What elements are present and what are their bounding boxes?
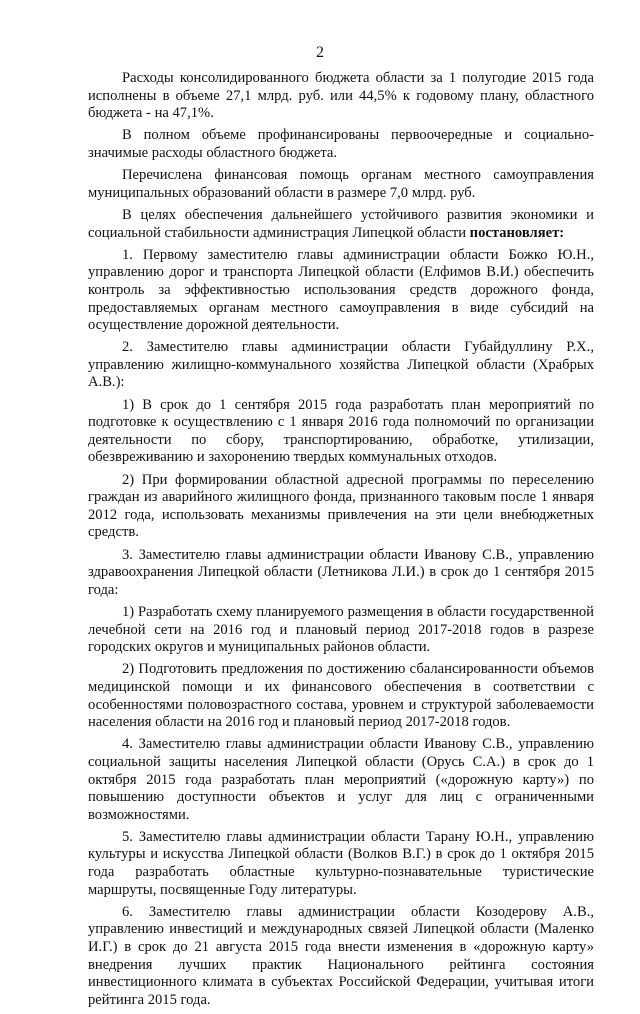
clause-2-item-1-waste: 1) В срок до 1 сентября 2015 года разработать план мероприятий по подготовке к осуществлению с 1 января 2016 года полномочий по организации деятельности по сбору, транспортированию, обработке, утилизации, обезвреживанию и захоронению твердых коммунальных отходов. [88, 396, 594, 466]
document-body [88, 70, 594, 1014]
clause-3-healthcare: 3. Заместителю главы администрации области Иванову С.В., управлению здравоохранения Липецкой области (Летникова Л.И.) в срок до 1 сентября 2015 года: [88, 546, 594, 598]
page-number: 2 [316, 44, 324, 61]
clause-6-investment: 6. Заместителю главы администрации области Козодерову А.В., управлению инвестиций и международных связей Липецкой области (Маленко И.Г.) в срок до 21 августа 2015 года внести изменения в «дорожную карту» внедрения лучших практик Национального рейтинга состояния инвестиционного климата в субъектах Российской Федерации, учитывая итоги рейтинга 2015 года. [88, 903, 594, 1008]
clause-4-social-protection: 4. Заместителю главы администрации области Иванову С.В., управлению социальной защиты населения Липецкой области (Орусь С.А.) в срок до 1 октября 2015 года разработать план мероприятий («дорожную карту») по повышению доступности объектов и услуг для лиц с ограниченными возможностями. [88, 736, 594, 823]
clause-3-item-1-hospital-network: 1) Разработать схему планируемого размещения в области государственной лечебной сети на 2016 год и плановый период 2017-2018 годов в разрезе городских округов и муниципальных районов области. [88, 603, 594, 656]
clause-3-item-2-medical-balance: 2) Подготовить предложения по достижению сбалансированности объемов медицинской помощи и их финансового обеспечения в соответствии с особенностями половозрастного состава, уровнем и структурой заболеваемости населения области на 2016 год и плановый период 2017-2018 годов. [88, 661, 594, 731]
paragraph-priority-expenses: В полном объеме профинансированы первоочередные и социально-значимые расходы областного бюджета. [88, 127, 594, 161]
clause-1-roads: 1. Первому заместителю главы администрации области Божко Ю.Н., управлению дорог и транспорта Липецкой области (Елфимов В.И.) обеспечить контроль за эффективностью использования средств дорожного фонда, предоставляемых органам местного самоуправления в виде субсидий на осуществление дорожной деятельности. [88, 246, 594, 334]
paragraph-financial-aid: Перечислена финансовая помощь органам местного самоуправления муниципальных образований области в размере 7,0 млрд. руб. [88, 167, 594, 201]
clause-2-housing: 2. Заместителю главы администрации области Губайдуллину Р.Х., управлению жилищно-коммунального хозяйства Липецкой области (Храбрых А.В.): [88, 339, 594, 391]
preamble-text: В целях обеспечения дальнейшего устойчивого развития экономики и социальной стабильности администрация Липецкой области [88, 206, 594, 241]
paragraph-resolution-preamble [88, 207, 594, 242]
clause-5-culture: 5. Заместителю главы администрации области Тарану Ю.Н., управлению культуры и искусства Липецкой области (Волков В.Г.) в срок до 1 октября 2015 года разработать областные культурно-познавательные туристические маршруты, посвященные Году литературы. [88, 828, 594, 898]
clause-2-item-2-resettlement: 2) При формировании областной адресной программы по переселению граждан из аварийного жилищного фонда, признанного таковым после 1 января 2012 года, использовать механизмы привлечения на эти цели внебюджетных средств. [88, 471, 594, 541]
paragraph-expenditures: Расходы консолидированного бюджета области за 1 полугодие 2015 года исполнены в объеме 27,1 млрд. руб. или 44,5% к годовому плану, областного бюджета - на 47,1%. [88, 70, 594, 122]
resolves-keyword: постановляет: [469, 224, 565, 241]
